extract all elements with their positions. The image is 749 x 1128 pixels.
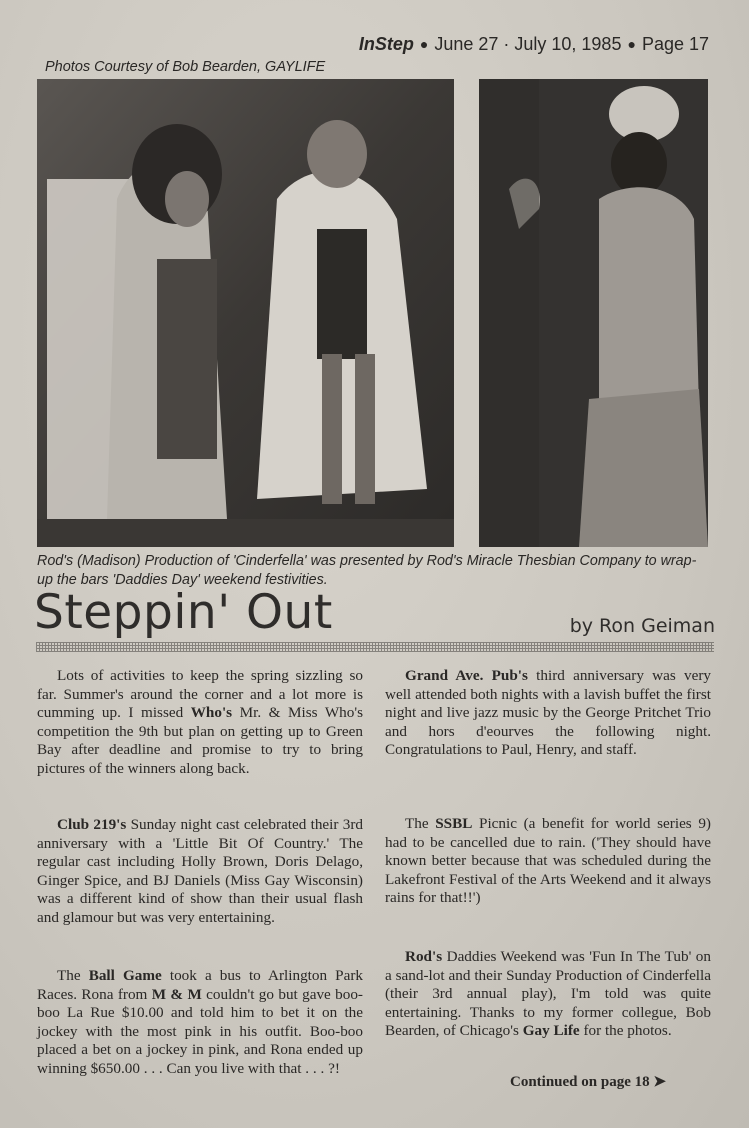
arrow-right-icon: ➤ [653,1074,666,1090]
right-paragraph-2: The SSBL Picnic (a benefit for world series 9) had to be cancelled due to rain. ('They should have known better because that was scheduled during the Lakefront Festival of the Arts Weekend and it always rains for that!!') [385,815,711,907]
photo-credit: Photos Courtesy of Bob Bearden, GAYLIFE [45,59,326,75]
continued-label: Continued on page 18 [510,1074,650,1090]
right-paragraph-3: Rod's Daddies Weekend was 'Fun In The Tub' on a sand-lot and their Sunday Production of Cinderfella (their 3rd annual play), I'm told was quite entertaining. Thanks to my former collegue, Bob Bearden, of Chicago's Gay Life for the photos. [385,948,711,1040]
right-paragraph-1: Grand Ave. Pub's third anniversary was very well attended both nights with a lavish buffet the first night and live jazz music by the George Pritchet Trio and hors d'eourves the following night. Congratulations to Paul, Henry, and staff. [385,667,711,759]
page-header [359,34,709,55]
headline-divider [36,642,714,652]
bullet-icon: ● [627,36,636,52]
left-paragraph-1: Lots of activities to keep the spring sizzling so far. Summer's around the corner and a lot more is cumming up. I missed Who's Mr. & Miss Who's competition the 9th but plan on getting up to Green Bay after deadline and promise to try to bring pictures of the winners along back. [37,667,363,777]
article-byline: by Ron Geiman [569,615,715,637]
photo-cinderfella-cast [37,79,454,547]
issue-dates: June 27 · July 10, 1985 [434,34,622,54]
article-headline: Steppin' Out [34,585,333,640]
publication-name: InStep [358,34,414,54]
bullet-icon: ● [419,36,429,52]
left-paragraph-2: Club 219's Sunday night cast celebrated their 3rd anniversary with a 'Little Bit Of Country.' The regular cast including Holly Brown, Doris Delago, Ginger Spice, and BJ Daniels (Miss Gay Wisconsin) was a different kind of show than their usual flash and glamour but was very entertaining. [37,816,363,926]
continued-link[interactable] [510,1072,666,1091]
photo-caption: Rod's (Madison) Production of 'Cinderfella' was presented by Rod's Miracle Thesbian Company to wrap-up the bars 'Daddies Day' weekend festivities. [37,553,697,588]
photo-performer [479,79,708,547]
left-paragraph-3: The Ball Game took a bus to Arlington Park Races. Rona from M & M couldn't go but gave boo-boo La Rue $10.00 and told him to bet it on the jockey with the most pink in his outfit. Boo-boo placed a bet on a jockey in pink, and Rona ended up winning $650.00 . . . Can you live with that . . . ?! [37,967,363,1077]
page-number: Page 17 [641,34,709,54]
